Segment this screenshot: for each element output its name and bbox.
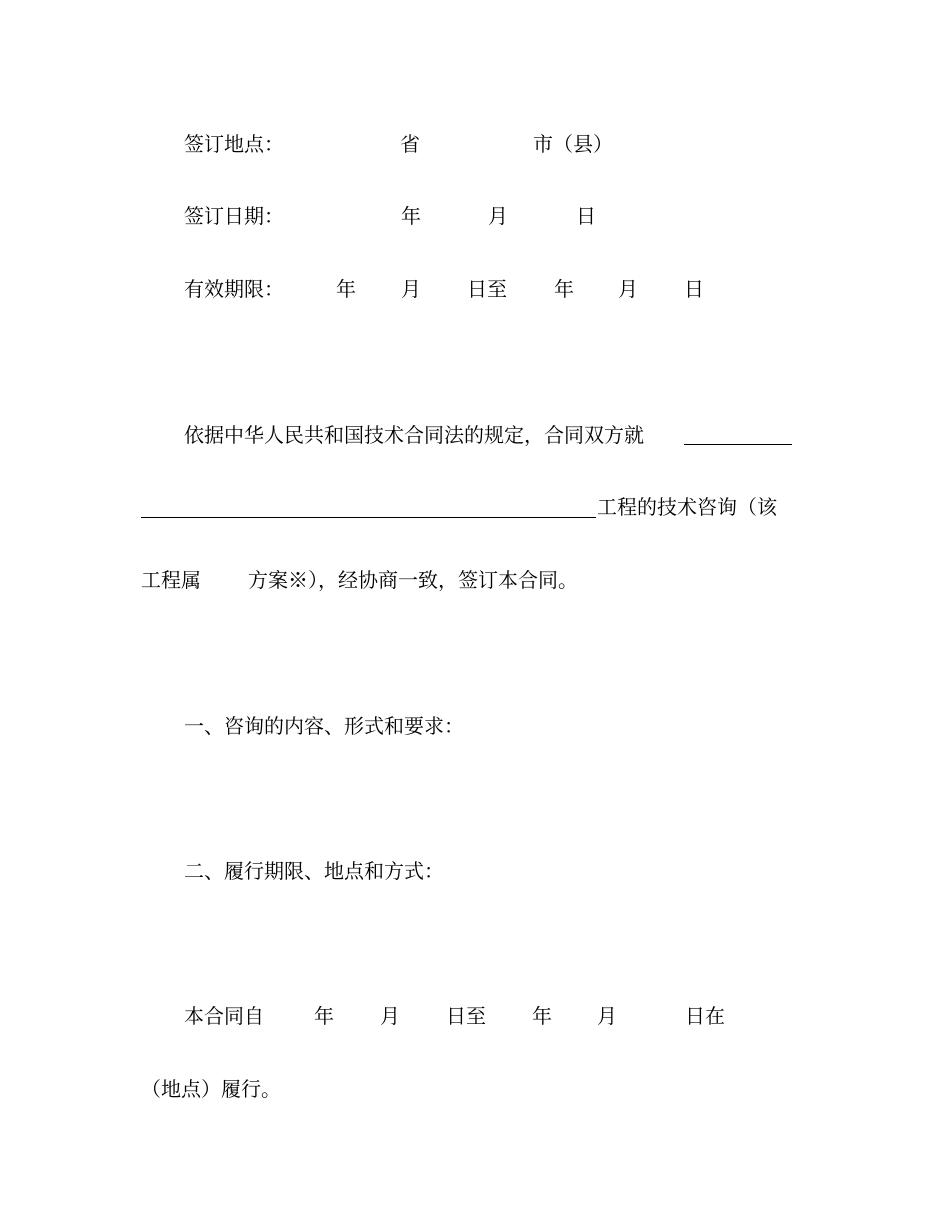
project-name-blank-2 [141,517,596,518]
performance-year-start: 年 [314,1004,334,1028]
performance-place-text: （地点）履行。 [141,1077,281,1101]
performance-day-start: 日至 [446,1004,486,1028]
validity-label: 有效期限： [184,277,284,301]
project-name-blank-1 [684,444,792,445]
section-heading-2: 二、履行期限、地点和方式： [184,859,444,883]
preamble-line-2: 工程的技术咨询（该 [597,495,777,519]
signing-date-day: 日 [576,204,596,228]
signing-place-label: 签订地点： [184,132,284,156]
signing-place-city: 市（县） [533,132,613,156]
validity-year-start: 年 [336,277,356,301]
performance-year-end: 年 [532,1004,552,1028]
validity-year-end: 年 [554,277,574,301]
section-heading-1: 一、咨询的内容、形式和要求： [184,714,464,738]
signing-place-province: 省 [400,132,420,156]
signing-date-year: 年 [401,204,421,228]
preamble-line-3-end: 方案※），经协商一致，签订本合同。 [248,568,578,592]
performance-month-end: 月 [597,1004,617,1028]
performance-month-start: 月 [380,1004,400,1028]
validity-month-end: 月 [618,277,638,301]
performance-start-text: 本合同自 [184,1004,264,1028]
validity-month-start: 月 [401,277,421,301]
validity-day-start: 日至 [467,277,507,301]
signing-date-label: 签订日期： [184,204,284,228]
preamble-line-1: 依据中华人民共和国技术合同法的规定，合同双方就 [184,423,644,447]
signing-date-month: 月 [488,204,508,228]
preamble-line-3-start: 工程属 [141,568,201,592]
validity-day-end: 日 [684,277,704,301]
performance-day-end: 日在 [685,1004,725,1028]
